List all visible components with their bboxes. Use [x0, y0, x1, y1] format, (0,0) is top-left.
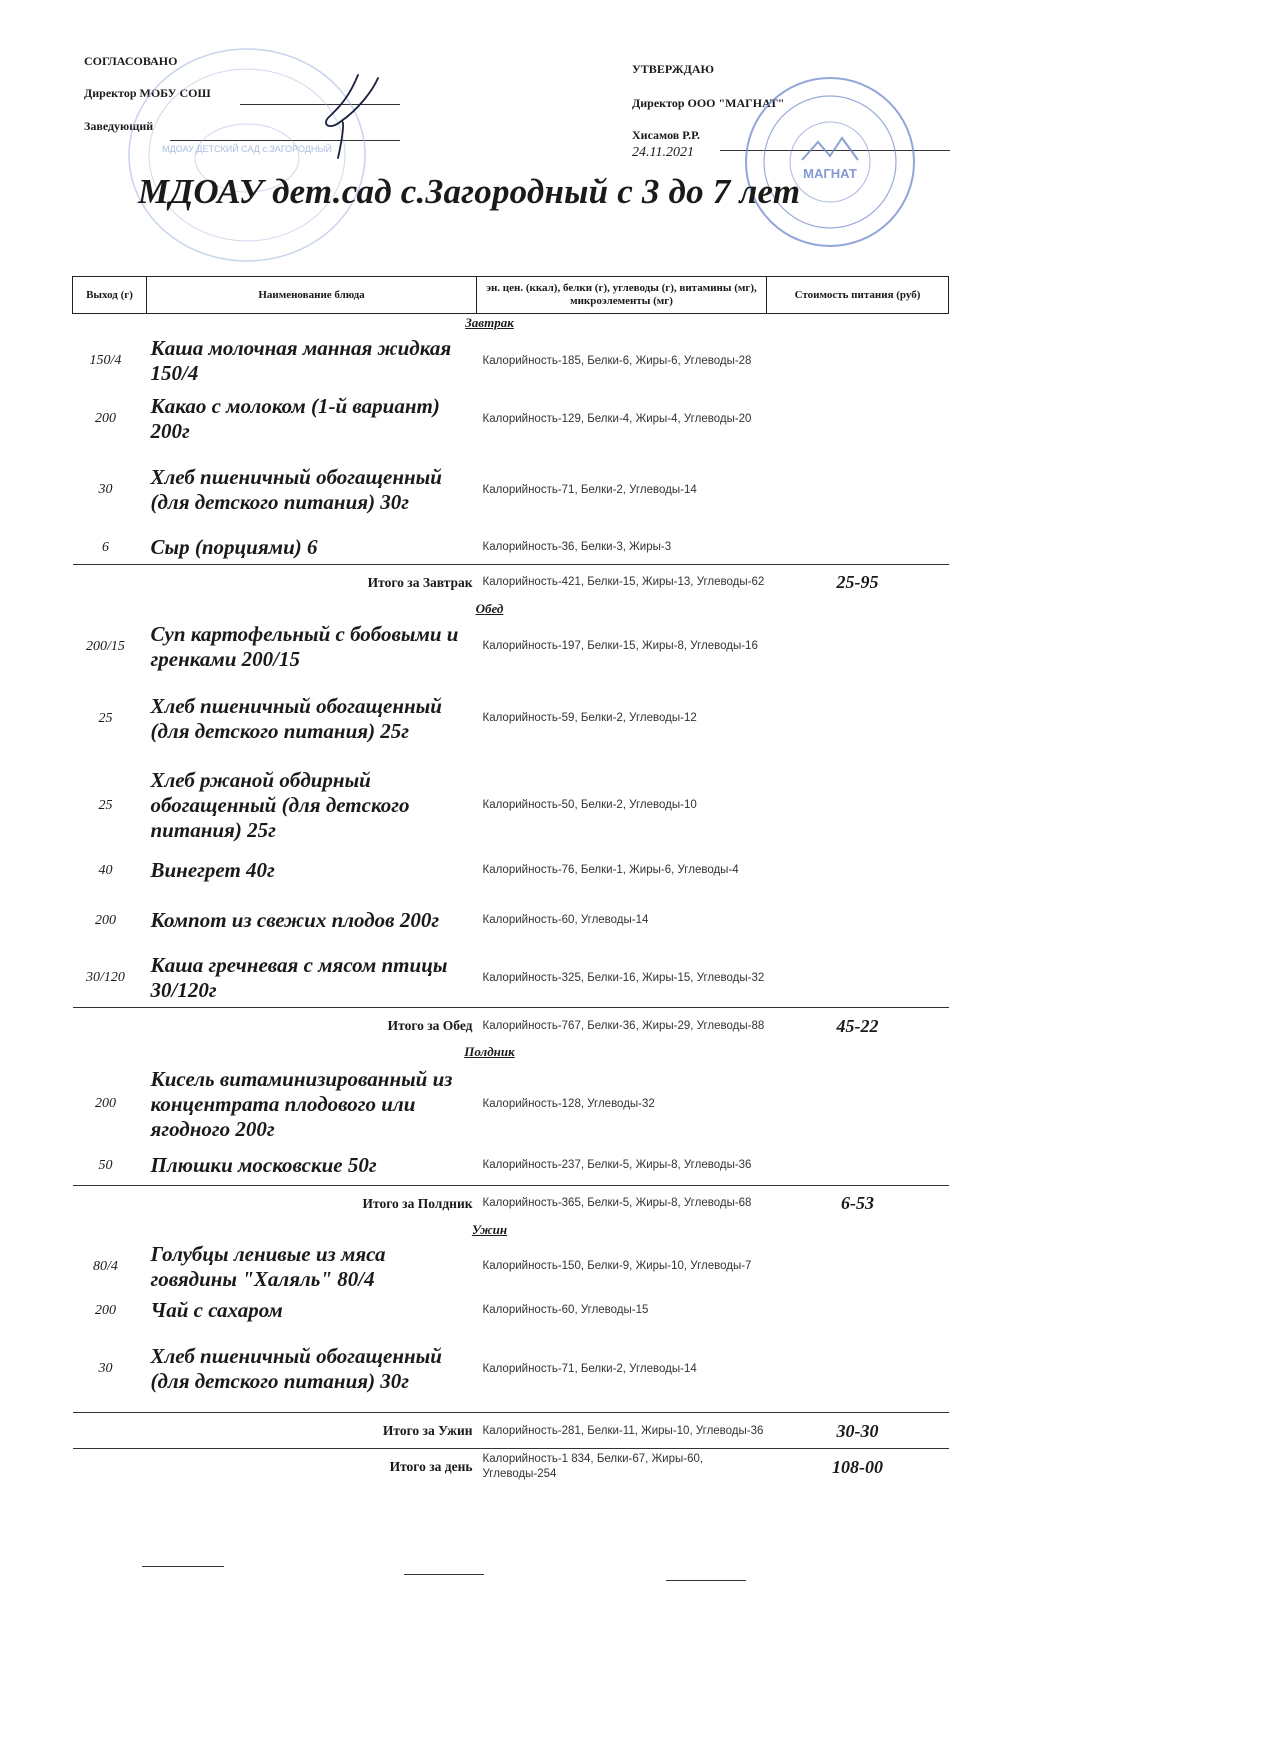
total-label: Итого за Обед [73, 1008, 477, 1044]
company-stamp [740, 72, 920, 252]
table-row [73, 390, 949, 448]
table-row [73, 1061, 949, 1147]
column-header-output: Выход (г) [73, 277, 147, 314]
total-nutrition: Калорийность-281, Белки-11, Жиры-10, Углеводы-36 [477, 1413, 767, 1449]
item-output: 40 [98, 862, 113, 878]
item-nutrition: Калорийность-325, Белки-16, Жиры-15, Углеводы-32 [482, 971, 765, 984]
section-total-row [73, 1413, 949, 1449]
section-total-row [73, 1185, 949, 1221]
approver-name: Хисамов Р.Р. [632, 128, 700, 142]
total-nutrition: Калорийность-365, Белки-5, Жиры-8, Углеводы-68 [477, 1185, 767, 1221]
item-nutrition: Калорийность-36, Белки-3, Жиры-3 [482, 541, 672, 554]
item-name: Какао с молоком (1-й вариант) 200г [150, 394, 440, 443]
day-total-cost: 108-00 [767, 1449, 949, 1485]
item-output: 150/4 [89, 353, 122, 368]
approve-label: УТВЕРЖДАЮ [632, 62, 715, 76]
item-name: Хлеб пшеничный обогащенный (для детского питания) 25г [150, 693, 442, 743]
item-name: Компот из свежих плодов 200г [150, 908, 440, 932]
total-cost: 25-95 [767, 564, 949, 600]
table-row [73, 618, 949, 676]
total-cost: 30-30 [767, 1413, 949, 1449]
item-name: Сыр (порциями) 6 [150, 535, 318, 560]
table-row [73, 892, 949, 950]
item-nutrition: Калорийность-129, Белки-4, Жиры-4, Углеводы-20 [482, 412, 752, 425]
stamp-text: МАГНАТ [803, 166, 857, 181]
item-output: 200 [95, 411, 116, 426]
section-row-breakfast [73, 314, 949, 333]
table-row [73, 1295, 949, 1327]
total-nutrition: Калорийность-767, Белки-36, Жиры-29, Углеводы-88 [477, 1008, 767, 1044]
day-total-nutrition: Калорийность-1 834, Белки-67, Жиры-60, Углеводы-254 [477, 1449, 767, 1485]
item-output: 25 [98, 710, 113, 726]
item-name: Голубцы ленивые из мяса говядины "Халяль" 80/4 [150, 1241, 386, 1291]
item-output: 25 [98, 797, 113, 813]
item-output: 30/120 [86, 970, 125, 986]
item-nutrition: Калорийность-150, Белки-9, Жиры-10, Углеводы-7 [482, 1260, 752, 1272]
menu-table [72, 276, 949, 1484]
item-output: 80/4 [93, 1258, 118, 1274]
item-nutrition: Калорийность-197, Белки-15, Жиры-8, Углеводы-16 [482, 640, 758, 652]
item-nutrition: Калорийность-76, Белки-1, Жиры-6, Углеводы-4 [482, 864, 739, 876]
item-output: 200 [95, 912, 116, 928]
item-nutrition: Калорийность-185, Белки-6, Жиры-6, Углеводы-28 [482, 354, 752, 367]
column-header-cost: Стоимость питания (руб) [767, 277, 949, 314]
table-row [73, 532, 949, 564]
item-nutrition: Калорийность-60, Углеводы-15 [482, 1304, 649, 1316]
section-total-row [73, 1008, 949, 1044]
section-row-lunch [73, 600, 949, 618]
item-name: Чай с сахаром [150, 1298, 283, 1322]
table-header-row [73, 277, 949, 314]
signature-line [666, 1580, 746, 1581]
table-row [73, 1239, 949, 1295]
item-output: 30 [98, 482, 113, 497]
item-output: 200 [95, 1096, 116, 1111]
table-row [73, 762, 949, 850]
item-output: 200/15 [86, 638, 125, 654]
section-title: Обед [475, 600, 504, 616]
section-title: Полдник [464, 1044, 515, 1059]
signature-line [142, 1566, 224, 1567]
item-nutrition: Калорийность-237, Белки-5, Жиры-8, Углеводы-36 [482, 1159, 752, 1172]
column-header-nutrition: эн. цен. (ккал), белки (г), углеводы (г), витамины (мг), микроэлементы (мг) [477, 277, 767, 314]
item-name: Хлеб пшеничный обогащенный (для детского питания) 30г [150, 1344, 442, 1394]
section-title: Завтрак [465, 315, 514, 330]
signature [318, 70, 398, 170]
item-output: 50 [98, 1157, 113, 1173]
item-name: Винегрет 40г [150, 858, 275, 882]
table-row [73, 676, 949, 762]
table-row [73, 850, 949, 892]
table-row [73, 448, 949, 532]
section-row-afternoon-snack [73, 1043, 949, 1061]
page-title: МДОАУ дет.сад с.Загородный с 3 до 7 лет [138, 172, 801, 211]
item-nutrition: Калорийность-71, Белки-2, Углеводы-14 [482, 483, 697, 496]
item-nutrition: Калорийность-71, Белки-2, Углеводы-14 [482, 1362, 697, 1375]
item-nutrition: Калорийность-50, Белки-2, Углеводы-10 [482, 799, 697, 811]
section-total-row [73, 564, 949, 600]
item-nutrition: Калорийность-128, Углеводы-32 [482, 1097, 655, 1110]
approval-date: 24.11.2021 [632, 145, 694, 160]
item-nutrition: Калорийность-60, Углеводы-14 [482, 914, 649, 926]
table-row [73, 1147, 949, 1185]
item-name: Суп картофельный с бобовыми и гренками 200/15 [150, 621, 459, 671]
section-row-dinner [73, 1221, 949, 1239]
item-name: Каша гречневая с мясом птицы 30/120г [150, 953, 448, 1003]
agreed-position: Директор МОБУ СОШ [84, 86, 211, 100]
item-output: 6 [102, 539, 109, 555]
stamp-text: МДОАУ ДЕТСКИЙ САД с.ЗАГОРОДНЫЙ [162, 144, 332, 154]
item-name: Хлеб ржаной обдирный обогащенный (для детского питания) 25г [150, 768, 410, 842]
table-row [73, 950, 949, 1008]
total-nutrition: Калорийность-421, Белки-15, Жиры-13, Углеводы-62 [477, 564, 767, 600]
item-name: Плюшки московские 50г [150, 1153, 377, 1178]
table-row [73, 332, 949, 390]
total-label: Итого за Ужин [73, 1413, 477, 1449]
item-name: Хлеб пшеничный обогащенный (для детского питания) 30г [150, 465, 442, 514]
table-row [73, 1327, 949, 1413]
total-cost: 45-22 [767, 1008, 949, 1044]
item-name: Кисель витаминизированный из концентрата плодового или ягодного 200г [150, 1066, 453, 1141]
day-total-label: Итого за день [73, 1449, 477, 1485]
total-cost: 6-53 [767, 1185, 949, 1221]
column-header-dish: Наименование блюда [147, 277, 477, 314]
day-total-row [73, 1449, 949, 1485]
item-output: 200 [95, 1302, 116, 1318]
agreed-label: СОГЛАСОВАНО [84, 54, 178, 68]
item-name: Каша молочная манная жидкая 150/4 [150, 336, 452, 385]
item-output: 30 [98, 1361, 113, 1377]
approve-position: Директор ООО "МАГНАТ" [632, 96, 785, 110]
signature-line [404, 1574, 484, 1575]
total-label: Итого за Полдник [73, 1185, 477, 1221]
section-title: Ужин [471, 1221, 508, 1237]
total-label: Итого за Завтрак [73, 564, 477, 600]
item-nutrition: Калорийность-59, Белки-2, Углеводы-12 [482, 712, 697, 724]
agreed-position-2: Заведующий [84, 119, 154, 133]
